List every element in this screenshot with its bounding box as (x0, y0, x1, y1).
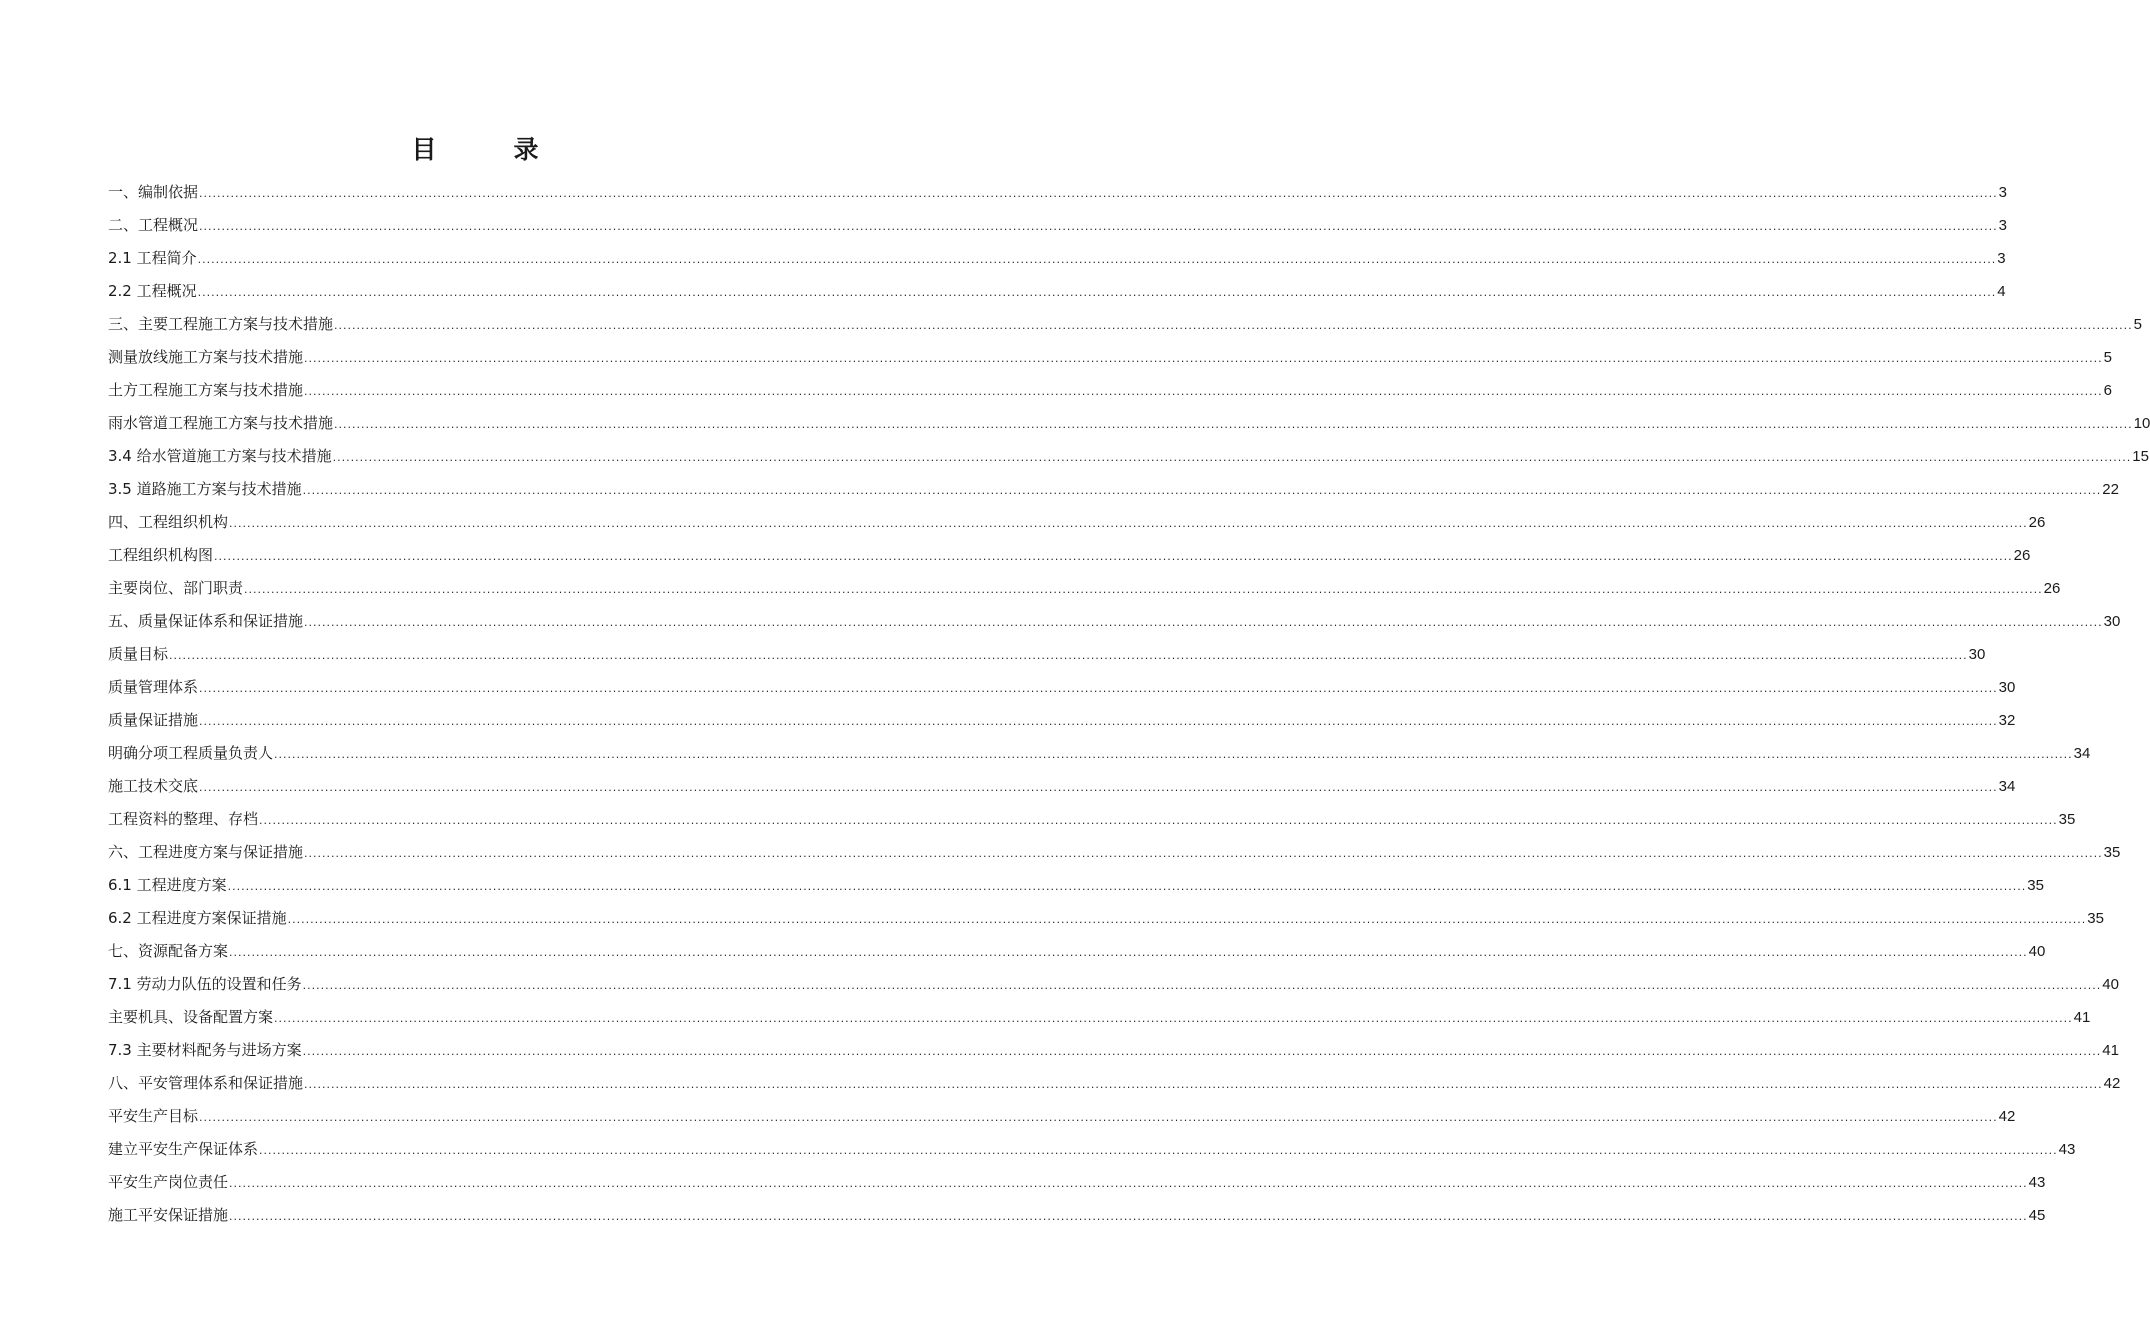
toc-entry-page-number: 35 (2087, 910, 2104, 927)
toc-entry-label: 工程资料的整理、存档 (108, 810, 259, 828)
toc-entry-page-number: 10 (2133, 415, 2150, 432)
toc-entry-page-number: 6 (2103, 382, 2112, 399)
toc-entry-label: 主要岗位、部门职责 (108, 579, 244, 597)
toc-entry[interactable] (108, 1001, 2091, 1034)
toc-entry[interactable] (108, 1133, 2076, 1166)
toc-dot-leader: ................................................................................................................................................................................................................................................................................................................................................................................................................ (304, 616, 2103, 629)
toc-entry[interactable] (108, 902, 2104, 935)
toc-entry[interactable] (108, 473, 2119, 506)
toc-dot-leader: ................................................................................................................................................................................................................................................................................................................................................................................................................ (229, 1210, 2028, 1223)
toc-dot-leader: ................................................................................................................................................................................................................................................................................................................................................................................................................ (334, 319, 2133, 332)
toc-entry-label: 建立平安生产保证体系 (108, 1140, 259, 1158)
toc-dot-leader: ................................................................................................................................................................................................................................................................................................................................................................................................................ (199, 715, 1998, 728)
toc-entry-page-number: 3 (1998, 217, 2007, 234)
toc-entry-label: 2.1 工程简介 (108, 249, 197, 267)
toc-entry[interactable] (108, 869, 2044, 902)
toc-entry-label: 二、工程概况 (108, 216, 199, 234)
toc-dot-leader: ................................................................................................................................................................................................................................................................................................................................................................................................................ (259, 814, 2058, 827)
toc-entry-page-number: 22 (2102, 481, 2119, 498)
toc-entry[interactable] (108, 671, 2016, 704)
toc-dot-leader: ................................................................................................................................................................................................................................................................................................................................................................................................................ (259, 1144, 2058, 1157)
toc-entry-label: 质量管理体系 (108, 678, 199, 696)
toc-dot-leader: ................................................................................................................................................................................................................................................................................................................................................................................................................ (199, 220, 1998, 233)
toc-entry[interactable] (108, 1034, 2119, 1067)
toc-entry-page-number: 40 (2102, 976, 2119, 993)
toc-entry-page-number: 35 (2058, 811, 2076, 828)
toc-dot-leader: ................................................................................................................................................................................................................................................................................................................................................................................................................ (227, 880, 2027, 893)
toc-dot-leader: ................................................................................................................................................................................................................................................................................................................................................................................................................ (302, 484, 2102, 497)
toc-dot-leader: ................................................................................................................................................................................................................................................................................................................................................................................................................ (274, 1012, 2073, 1025)
toc-entry-page-number: 32 (1998, 712, 2016, 729)
toc-entry[interactable] (108, 638, 1986, 671)
toc-entry-label: 四、工程组织机构 (108, 513, 229, 531)
toc-entry-page-number: 15 (2132, 448, 2149, 465)
toc-dot-leader: ................................................................................................................................................................................................................................................................................................................................................................................................................ (304, 385, 2103, 398)
toc-entry[interactable] (108, 935, 2046, 968)
toc-entry[interactable] (108, 803, 2076, 836)
toc-dot-leader: ................................................................................................................................................................................................................................................................................................................................................................................................................ (214, 550, 2013, 563)
toc-dot-leader: ................................................................................................................................................................................................................................................................................................................................................................................................................ (229, 517, 2028, 530)
toc-list (108, 176, 2150, 1232)
toc-entry[interactable] (108, 737, 2091, 770)
toc-entry-label: 一、编制依据 (108, 183, 199, 201)
toc-entry[interactable] (108, 242, 2006, 275)
toc-dot-leader: ................................................................................................................................................................................................................................................................................................................................................................................................................ (199, 682, 1998, 695)
toc-entry-page-number: 40 (2028, 943, 2046, 960)
toc-entry-label: 施工技术交底 (108, 777, 199, 795)
toc-entry-page-number: 30 (1998, 679, 2016, 696)
toc-title: 目 录 (411, 135, 565, 164)
toc-entry-page-number: 26 (2013, 547, 2031, 564)
toc-entry[interactable] (108, 1067, 2121, 1100)
toc-entry-label: 八、平安管理体系和保证措施 (108, 1074, 304, 1092)
toc-entry[interactable] (108, 1199, 2046, 1232)
toc-entry-label: 明确分项工程质量负责人 (108, 744, 274, 762)
toc-entry-page-number: 41 (2073, 1009, 2091, 1026)
toc-entry[interactable] (108, 1166, 2046, 1199)
toc-dot-leader: ................................................................................................................................................................................................................................................................................................................................................................................................................ (304, 847, 2103, 860)
toc-entry[interactable] (108, 275, 2006, 308)
toc-dot-leader: ................................................................................................................................................................................................................................................................................................................................................................................................................ (197, 286, 1997, 299)
toc-entry-page-number: 30 (2103, 613, 2121, 630)
toc-dot-leader: ................................................................................................................................................................................................................................................................................................................................................................................................................ (199, 781, 1998, 794)
toc-entry-label: 3.4 给水管道施工方案与技术措施 (108, 447, 332, 465)
toc-dot-leader: ................................................................................................................................................................................................................................................................................................................................................................................................................ (302, 979, 2102, 992)
toc-dot-leader: ................................................................................................................................................................................................................................................................................................................................................................................................................ (169, 649, 1968, 662)
toc-entry-page-number: 26 (2043, 580, 2061, 597)
toc-entry-label: 3.5 道路施工方案与技术措施 (108, 480, 302, 498)
toc-entry-label: 测量放线施工方案与技术措施 (108, 348, 304, 366)
toc-dot-leader: ................................................................................................................................................................................................................................................................................................................................................................................................................ (302, 1045, 2102, 1058)
toc-entry-label: 雨水管道工程施工方案与技术措施 (108, 414, 334, 432)
toc-entry-label: 7.1 劳动力队伍的设置和任务 (108, 975, 302, 993)
toc-entry-label: 施工平安保证措施 (108, 1206, 229, 1224)
toc-entry[interactable] (108, 836, 2121, 869)
toc-entry-label: 7.3 主要材料配务与进场方案 (108, 1041, 302, 1059)
toc-entry-label: 2.2 工程概况 (108, 282, 197, 300)
toc-entry[interactable] (108, 209, 2007, 242)
toc-entry[interactable] (108, 341, 2112, 374)
toc-dot-leader: ................................................................................................................................................................................................................................................................................................................................................................................................................ (287, 913, 2087, 926)
toc-entry[interactable] (108, 506, 2046, 539)
toc-entry[interactable] (108, 704, 2016, 737)
toc-entry[interactable] (108, 605, 2121, 638)
toc-dot-leader: ................................................................................................................................................................................................................................................................................................................................................................................................................ (229, 1177, 2028, 1190)
toc-entry-label: 质量保证措施 (108, 711, 199, 729)
toc-entry-page-number: 3 (1998, 184, 2007, 201)
toc-entry-page-number: 41 (2102, 1042, 2119, 1059)
toc-entry[interactable] (108, 176, 2007, 209)
toc-dot-leader: ................................................................................................................................................................................................................................................................................................................................................................................................................ (197, 253, 1997, 266)
toc-entry[interactable] (108, 407, 2150, 440)
toc-dot-leader: ................................................................................................................................................................................................................................................................................................................................................................................................................ (334, 418, 2133, 431)
toc-entry-label: 质量目标 (108, 645, 169, 663)
toc-entry-label: 6.2 工程进度方案保证措施 (108, 909, 287, 927)
toc-entry-label: 工程组织机构图 (108, 546, 214, 564)
toc-dot-leader: ................................................................................................................................................................................................................................................................................................................................................................................................................ (304, 352, 2103, 365)
toc-entry-page-number: 34 (2073, 745, 2091, 762)
toc-entry[interactable] (108, 308, 2142, 341)
toc-entry-page-number: 30 (1968, 646, 1986, 663)
toc-entry-label: 平安生产目标 (108, 1107, 199, 1125)
toc-entry-page-number: 4 (1997, 283, 2006, 300)
toc-dot-leader: ................................................................................................................................................................................................................................................................................................................................................................................................................ (274, 748, 2073, 761)
toc-entry-label: 三、主要工程施工方案与技术措施 (108, 315, 334, 333)
toc-entry-label: 土方工程施工方案与技术措施 (108, 381, 304, 399)
toc-entry-page-number: 43 (2058, 1141, 2076, 1158)
toc-entry-page-number: 43 (2028, 1174, 2046, 1191)
toc-entry-page-number: 35 (2103, 844, 2121, 861)
toc-entry-page-number: 26 (2028, 514, 2046, 531)
toc-entry[interactable] (108, 440, 2149, 473)
toc-entry-page-number: 42 (1998, 1108, 2016, 1125)
toc-dot-leader: ................................................................................................................................................................................................................................................................................................................................................................................................................ (199, 1111, 1998, 1124)
toc-entry[interactable] (108, 374, 2112, 407)
toc-entry-page-number: 45 (2028, 1207, 2046, 1224)
toc-entry[interactable] (108, 770, 2016, 803)
toc-entry-page-number: 35 (2027, 877, 2044, 894)
toc-entry-page-number: 5 (2133, 316, 2142, 333)
toc-entry-label: 七、资源配备方案 (108, 942, 229, 960)
toc-dot-leader: ................................................................................................................................................................................................................................................................................................................................................................................................................ (244, 583, 2043, 596)
toc-entry[interactable] (108, 968, 2119, 1001)
toc-entry-page-number: 5 (2103, 349, 2112, 366)
toc-entry-label: 六、工程进度方案与保证措施 (108, 843, 304, 861)
toc-entry-label: 五、质量保证体系和保证措施 (108, 612, 304, 630)
toc-entry-page-number: 42 (2103, 1075, 2121, 1092)
toc-entry[interactable] (108, 539, 2031, 572)
toc-dot-leader: ................................................................................................................................................................................................................................................................................................................................................................................................................ (229, 946, 2028, 959)
toc-entry-label: 平安生产岗位责任 (108, 1173, 229, 1191)
toc-dot-leader: ................................................................................................................................................................................................................................................................................................................................................................................................................ (199, 187, 1998, 200)
toc-entry-label: 主要机具、设备配置方案 (108, 1008, 274, 1026)
toc-entry-label: 6.1 工程进度方案 (108, 876, 227, 894)
toc-entry-page-number: 3 (1997, 250, 2006, 267)
toc-dot-leader: ................................................................................................................................................................................................................................................................................................................................................................................................................ (304, 1078, 2103, 1091)
toc-dot-leader: ................................................................................................................................................................................................................................................................................................................................................................................................................ (332, 451, 2132, 464)
toc-entry[interactable] (108, 1100, 2016, 1133)
toc-entry-page-number: 34 (1998, 778, 2016, 795)
toc-entry[interactable] (108, 572, 2061, 605)
